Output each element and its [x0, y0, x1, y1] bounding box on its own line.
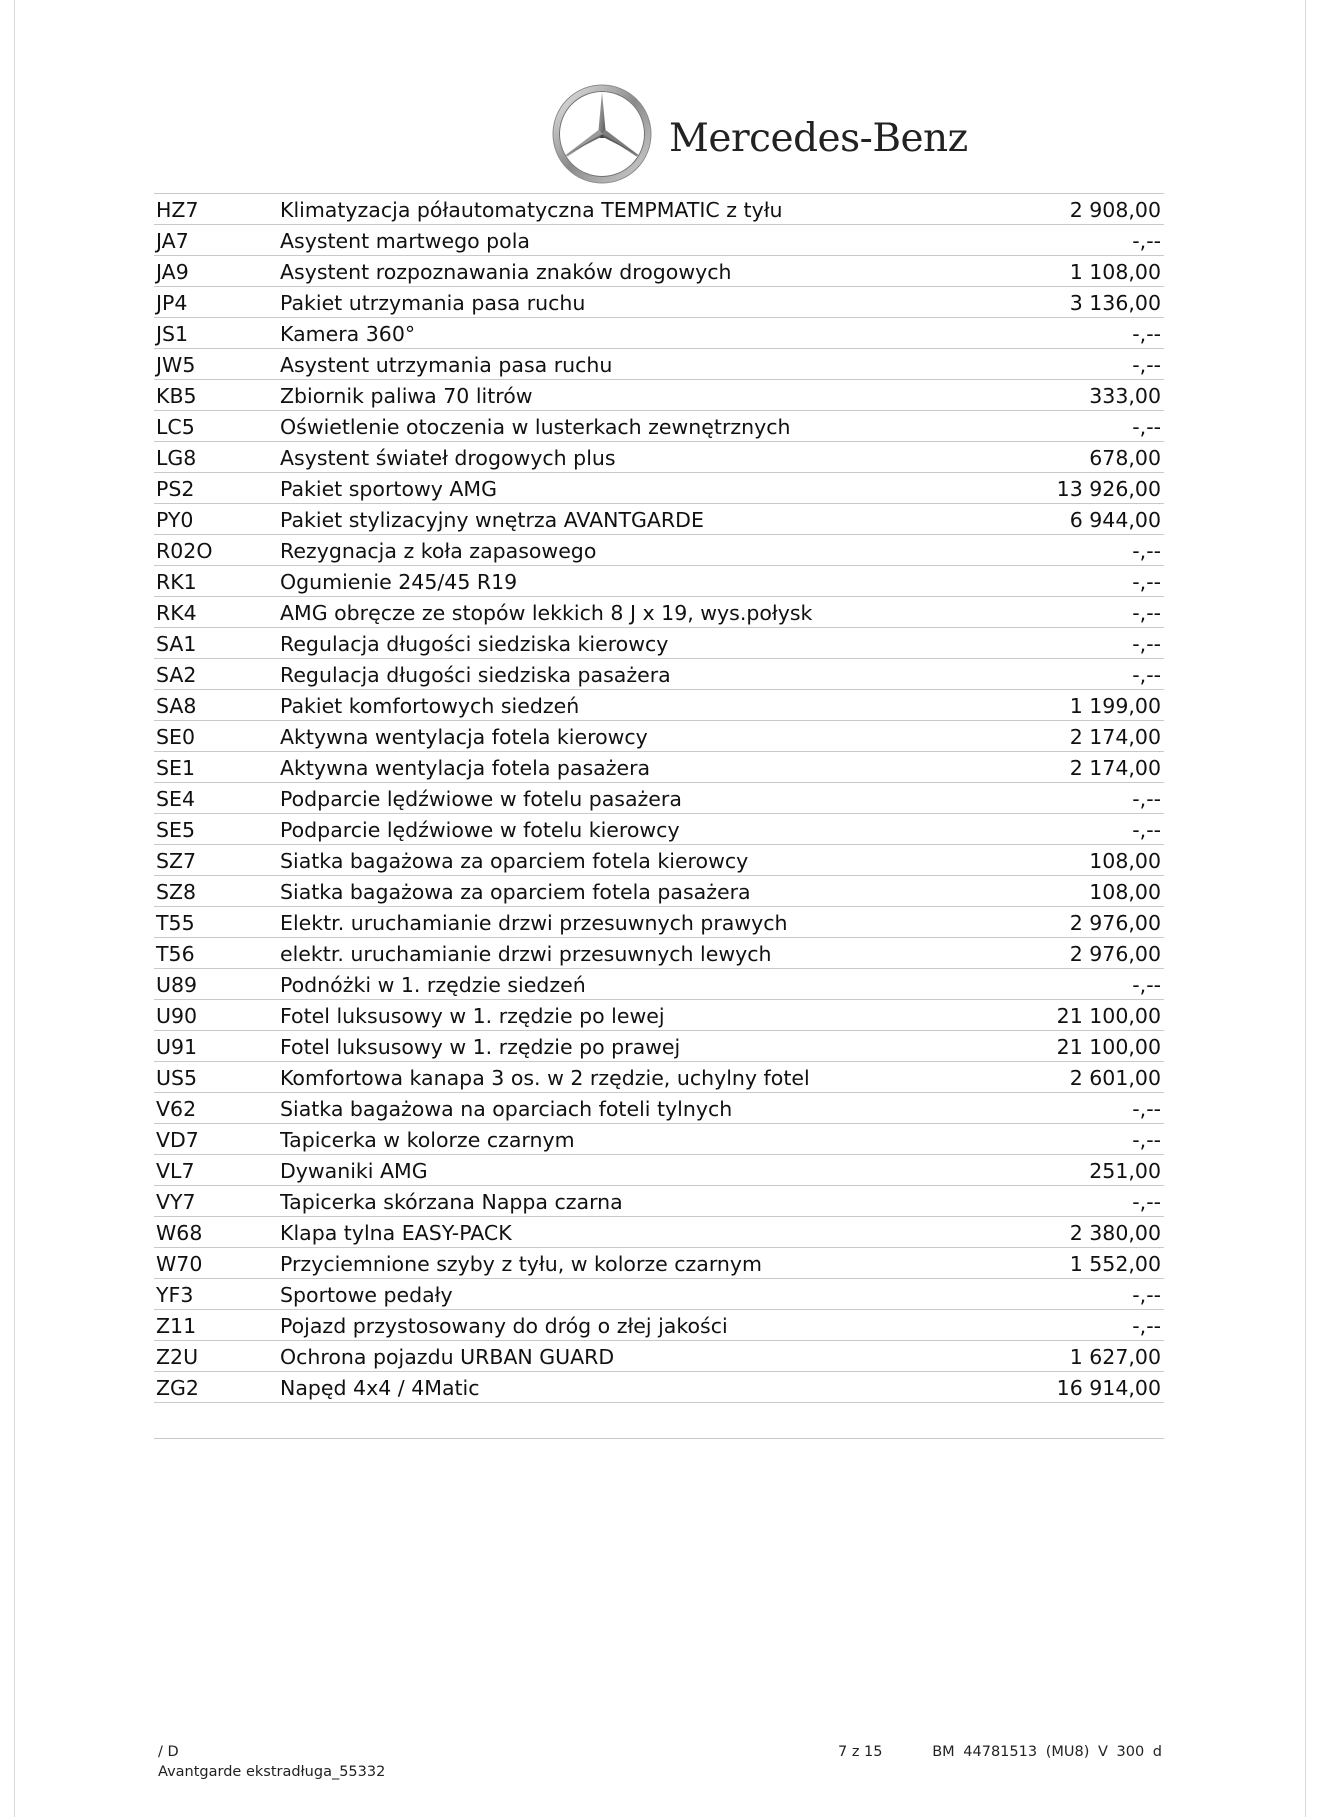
table-row	[154, 349, 1164, 380]
option-description: Ochrona pojazdu URBAN GUARD	[280, 1345, 615, 1369]
option-code: JP4	[156, 291, 188, 315]
option-code: V62	[156, 1097, 197, 1121]
option-description: Siatka bagażowa na oparciach foteli tylnych	[280, 1097, 733, 1121]
option-description: Klapa tylna EASY-PACK	[280, 1221, 512, 1245]
table-row	[154, 721, 1164, 752]
table-row	[154, 659, 1164, 690]
option-description: Pojazd przystosowany do dróg o złej jakości	[280, 1314, 728, 1338]
option-code: SE4	[156, 787, 196, 811]
option-price: -,--	[1132, 1314, 1161, 1338]
table-row	[154, 1031, 1164, 1062]
option-price: 251,00	[1089, 1159, 1161, 1183]
option-description: Fotel luksusowy w 1. rzędzie po prawej	[280, 1035, 681, 1059]
option-code: Z11	[156, 1314, 197, 1338]
option-price: 21 100,00	[1056, 1035, 1161, 1059]
table-row	[154, 907, 1164, 938]
option-price: -,--	[1132, 353, 1161, 377]
table-row	[154, 1217, 1164, 1248]
option-price: -,--	[1132, 818, 1161, 842]
table-row	[154, 1093, 1164, 1124]
footer-line-2: Avantgarde ekstradługa_55332	[158, 1764, 386, 1780]
option-description: Siatka bagażowa za oparciem fotela pasażera	[280, 880, 751, 904]
option-description: Przyciemnione szyby z tyłu, w kolorze czarnym	[280, 1252, 763, 1276]
option-code: SE1	[156, 756, 196, 780]
table-row	[154, 1062, 1164, 1093]
option-price: 2 174,00	[1069, 725, 1161, 749]
option-description: Sportowe pedały	[280, 1283, 453, 1307]
option-code: SE5	[156, 818, 196, 842]
option-price: 1 199,00	[1069, 694, 1161, 718]
option-description: Elektr. uruchamianie drzwi przesuwnych prawych	[280, 911, 788, 935]
option-description: AMG obręcze ze stopów lekkich 8 J x 19, wys.połysk	[280, 601, 813, 625]
table-row	[154, 225, 1164, 256]
option-description: Ogumienie 245/45 R19	[280, 570, 518, 594]
option-code: T56	[156, 942, 195, 966]
option-price: 2 380,00	[1069, 1221, 1161, 1245]
table-row	[154, 473, 1164, 504]
option-description: Asystent rozpoznawania znaków drogowych	[280, 260, 732, 284]
option-price: -,--	[1132, 787, 1161, 811]
table-row	[154, 442, 1164, 473]
footer-line-1: / D	[158, 1744, 179, 1760]
table-row	[154, 411, 1164, 442]
option-code: R02O	[156, 539, 213, 563]
option-price: -,--	[1132, 415, 1161, 439]
option-code: SZ8	[156, 880, 197, 904]
option-price: -,--	[1132, 1128, 1161, 1152]
option-description: Tapicerka w kolorze czarnym	[280, 1128, 575, 1152]
option-description: Pakiet komfortowych siedzeń	[280, 694, 580, 718]
option-description: Regulacja długości siedziska pasażera	[280, 663, 671, 687]
option-price: -,--	[1132, 570, 1161, 594]
brand-header	[552, 84, 968, 184]
option-code: SE0	[156, 725, 196, 749]
option-code: LG8	[156, 446, 197, 470]
option-description: Fotel luksusowy w 1. rzędzie po lewej	[280, 1004, 665, 1028]
table-row	[154, 1000, 1164, 1031]
option-description: Klimatyzacja półautomatyczna TEMPMATIC z tyłu	[280, 198, 783, 222]
option-description: elektr. uruchamianie drzwi przesuwnych lewych	[280, 942, 772, 966]
option-code: SZ7	[156, 849, 197, 873]
option-price: 2 908,00	[1069, 198, 1161, 222]
table-row	[154, 194, 1164, 225]
option-code: U89	[156, 973, 198, 997]
table-row	[154, 256, 1164, 287]
option-code: JS1	[156, 322, 189, 346]
table-row	[154, 845, 1164, 876]
option-price: 678,00	[1089, 446, 1161, 470]
option-code: LC5	[156, 415, 195, 439]
option-code: ZG2	[156, 1376, 199, 1400]
option-description: Pakiet stylizacyjny wnętrza AVANTGARDE	[280, 508, 704, 532]
table-row	[154, 597, 1164, 628]
option-description: Asystent utrzymania pasa ruchu	[280, 353, 613, 377]
table-row	[154, 1372, 1164, 1403]
option-price: -,--	[1132, 973, 1161, 997]
option-code: PS2	[156, 477, 195, 501]
option-code: JA7	[156, 229, 189, 253]
table-row	[154, 504, 1164, 535]
option-description: Siatka bagażowa za oparciem fotela kierowcy	[280, 849, 749, 873]
option-code: HZ7	[156, 198, 199, 222]
table-row	[154, 1155, 1164, 1186]
option-code: U90	[156, 1004, 198, 1028]
option-description: Komfortowa kanapa 3 os. w 2 rzędzie, uchylny fotel	[280, 1066, 810, 1090]
option-description: Aktywna wentylacja fotela kierowcy	[280, 725, 648, 749]
option-description: Regulacja długości siedziska kierowcy	[280, 632, 669, 656]
option-description: Napęd 4x4 / 4Matic	[280, 1376, 480, 1400]
table-row	[154, 690, 1164, 721]
option-code: T55	[156, 911, 195, 935]
table-row	[154, 814, 1164, 845]
option-code: Z2U	[156, 1345, 199, 1369]
option-code: VL7	[156, 1159, 195, 1183]
option-price: -,--	[1132, 1190, 1161, 1214]
option-price: -,--	[1132, 539, 1161, 563]
table-row	[154, 535, 1164, 566]
option-price: -,--	[1132, 632, 1161, 656]
option-price: 13 926,00	[1056, 477, 1161, 501]
option-description: Pakiet sportowy AMG	[280, 477, 497, 501]
option-code: YF3	[156, 1283, 194, 1307]
option-code: SA8	[156, 694, 197, 718]
table-row	[154, 1124, 1164, 1155]
bottom-divider	[154, 1438, 1164, 1439]
option-price: 2 174,00	[1069, 756, 1161, 780]
option-price: 2 601,00	[1069, 1066, 1161, 1090]
table-row	[154, 752, 1164, 783]
brand-name: Mercedes-Benz	[669, 115, 968, 161]
option-price: 2 976,00	[1069, 942, 1161, 966]
option-code: JA9	[156, 260, 189, 284]
table-row	[154, 1248, 1164, 1279]
document-reference: BM 44781513 (MU8) V 300 d	[932, 1744, 1162, 1760]
option-price: 6 944,00	[1069, 508, 1161, 532]
table-row	[154, 938, 1164, 969]
option-code: SA1	[156, 632, 197, 656]
option-price: 16 914,00	[1056, 1376, 1161, 1400]
option-price: -,--	[1132, 663, 1161, 687]
option-price: 1 552,00	[1069, 1252, 1161, 1276]
option-price: 1 108,00	[1069, 260, 1161, 284]
option-code: W70	[156, 1252, 203, 1276]
table-row	[154, 566, 1164, 597]
option-price: 333,00	[1089, 384, 1161, 408]
option-price: -,--	[1132, 1283, 1161, 1307]
table-row	[154, 969, 1164, 1000]
option-price: 2 976,00	[1069, 911, 1161, 935]
option-description: Aktywna wentylacja fotela pasażera	[280, 756, 651, 780]
option-price: 108,00	[1089, 849, 1161, 873]
option-code: RK1	[156, 570, 197, 594]
table-row	[154, 1186, 1164, 1217]
option-description: Podparcie lędźwiowe w fotelu kierowcy	[280, 818, 680, 842]
option-code: PY0	[156, 508, 194, 532]
option-price: 1 627,00	[1069, 1345, 1161, 1369]
option-description: Dywaniki AMG	[280, 1159, 428, 1183]
option-price: -,--	[1132, 229, 1161, 253]
option-description: Oświetlenie otoczenia w lusterkach zewnętrznych	[280, 415, 791, 439]
page-edge-left	[14, 0, 15, 1817]
option-description: Asystent świateł drogowych plus	[280, 446, 616, 470]
option-description: Podparcie lędźwiowe w fotelu pasażera	[280, 787, 682, 811]
option-description: Rezygnacja z koła zapasowego	[280, 539, 597, 563]
table-row	[154, 783, 1164, 814]
table-row	[154, 628, 1164, 659]
option-code: VD7	[156, 1128, 199, 1152]
table-row	[154, 876, 1164, 907]
option-description: Pakiet utrzymania pasa ruchu	[280, 291, 586, 315]
option-code: JW5	[156, 353, 196, 377]
page-edge-right	[1305, 0, 1306, 1817]
option-code: U91	[156, 1035, 198, 1059]
table-row	[154, 1310, 1164, 1341]
option-price: -,--	[1132, 1097, 1161, 1121]
option-price: -,--	[1132, 601, 1161, 625]
option-description: Podnóżki w 1. rzędzie siedzeń	[280, 973, 586, 997]
option-code: KB5	[156, 384, 197, 408]
table-row	[154, 318, 1164, 349]
option-code: VY7	[156, 1190, 196, 1214]
option-description: Asystent martwego pola	[280, 229, 530, 253]
three-pointed-star-icon	[552, 84, 652, 184]
footer-left	[158, 1742, 385, 1782]
option-description: Zbiornik paliwa 70 litrów	[280, 384, 533, 408]
option-description: Kamera 360°	[280, 322, 416, 346]
table-row	[154, 1341, 1164, 1372]
table-row	[154, 380, 1164, 411]
table-row	[154, 1279, 1164, 1310]
option-code: US5	[156, 1066, 198, 1090]
option-price: 21 100,00	[1056, 1004, 1161, 1028]
option-price: -,--	[1132, 322, 1161, 346]
option-description: Tapicerka skórzana Nappa czarna	[280, 1190, 623, 1214]
option-code: W68	[156, 1221, 203, 1245]
option-price: 3 136,00	[1069, 291, 1161, 315]
page-number: 7 z 15	[838, 1744, 883, 1760]
option-code: SA2	[156, 663, 197, 687]
option-code: RK4	[156, 601, 197, 625]
equipment-table	[154, 193, 1164, 1403]
option-price: 108,00	[1089, 880, 1161, 904]
table-row	[154, 287, 1164, 318]
